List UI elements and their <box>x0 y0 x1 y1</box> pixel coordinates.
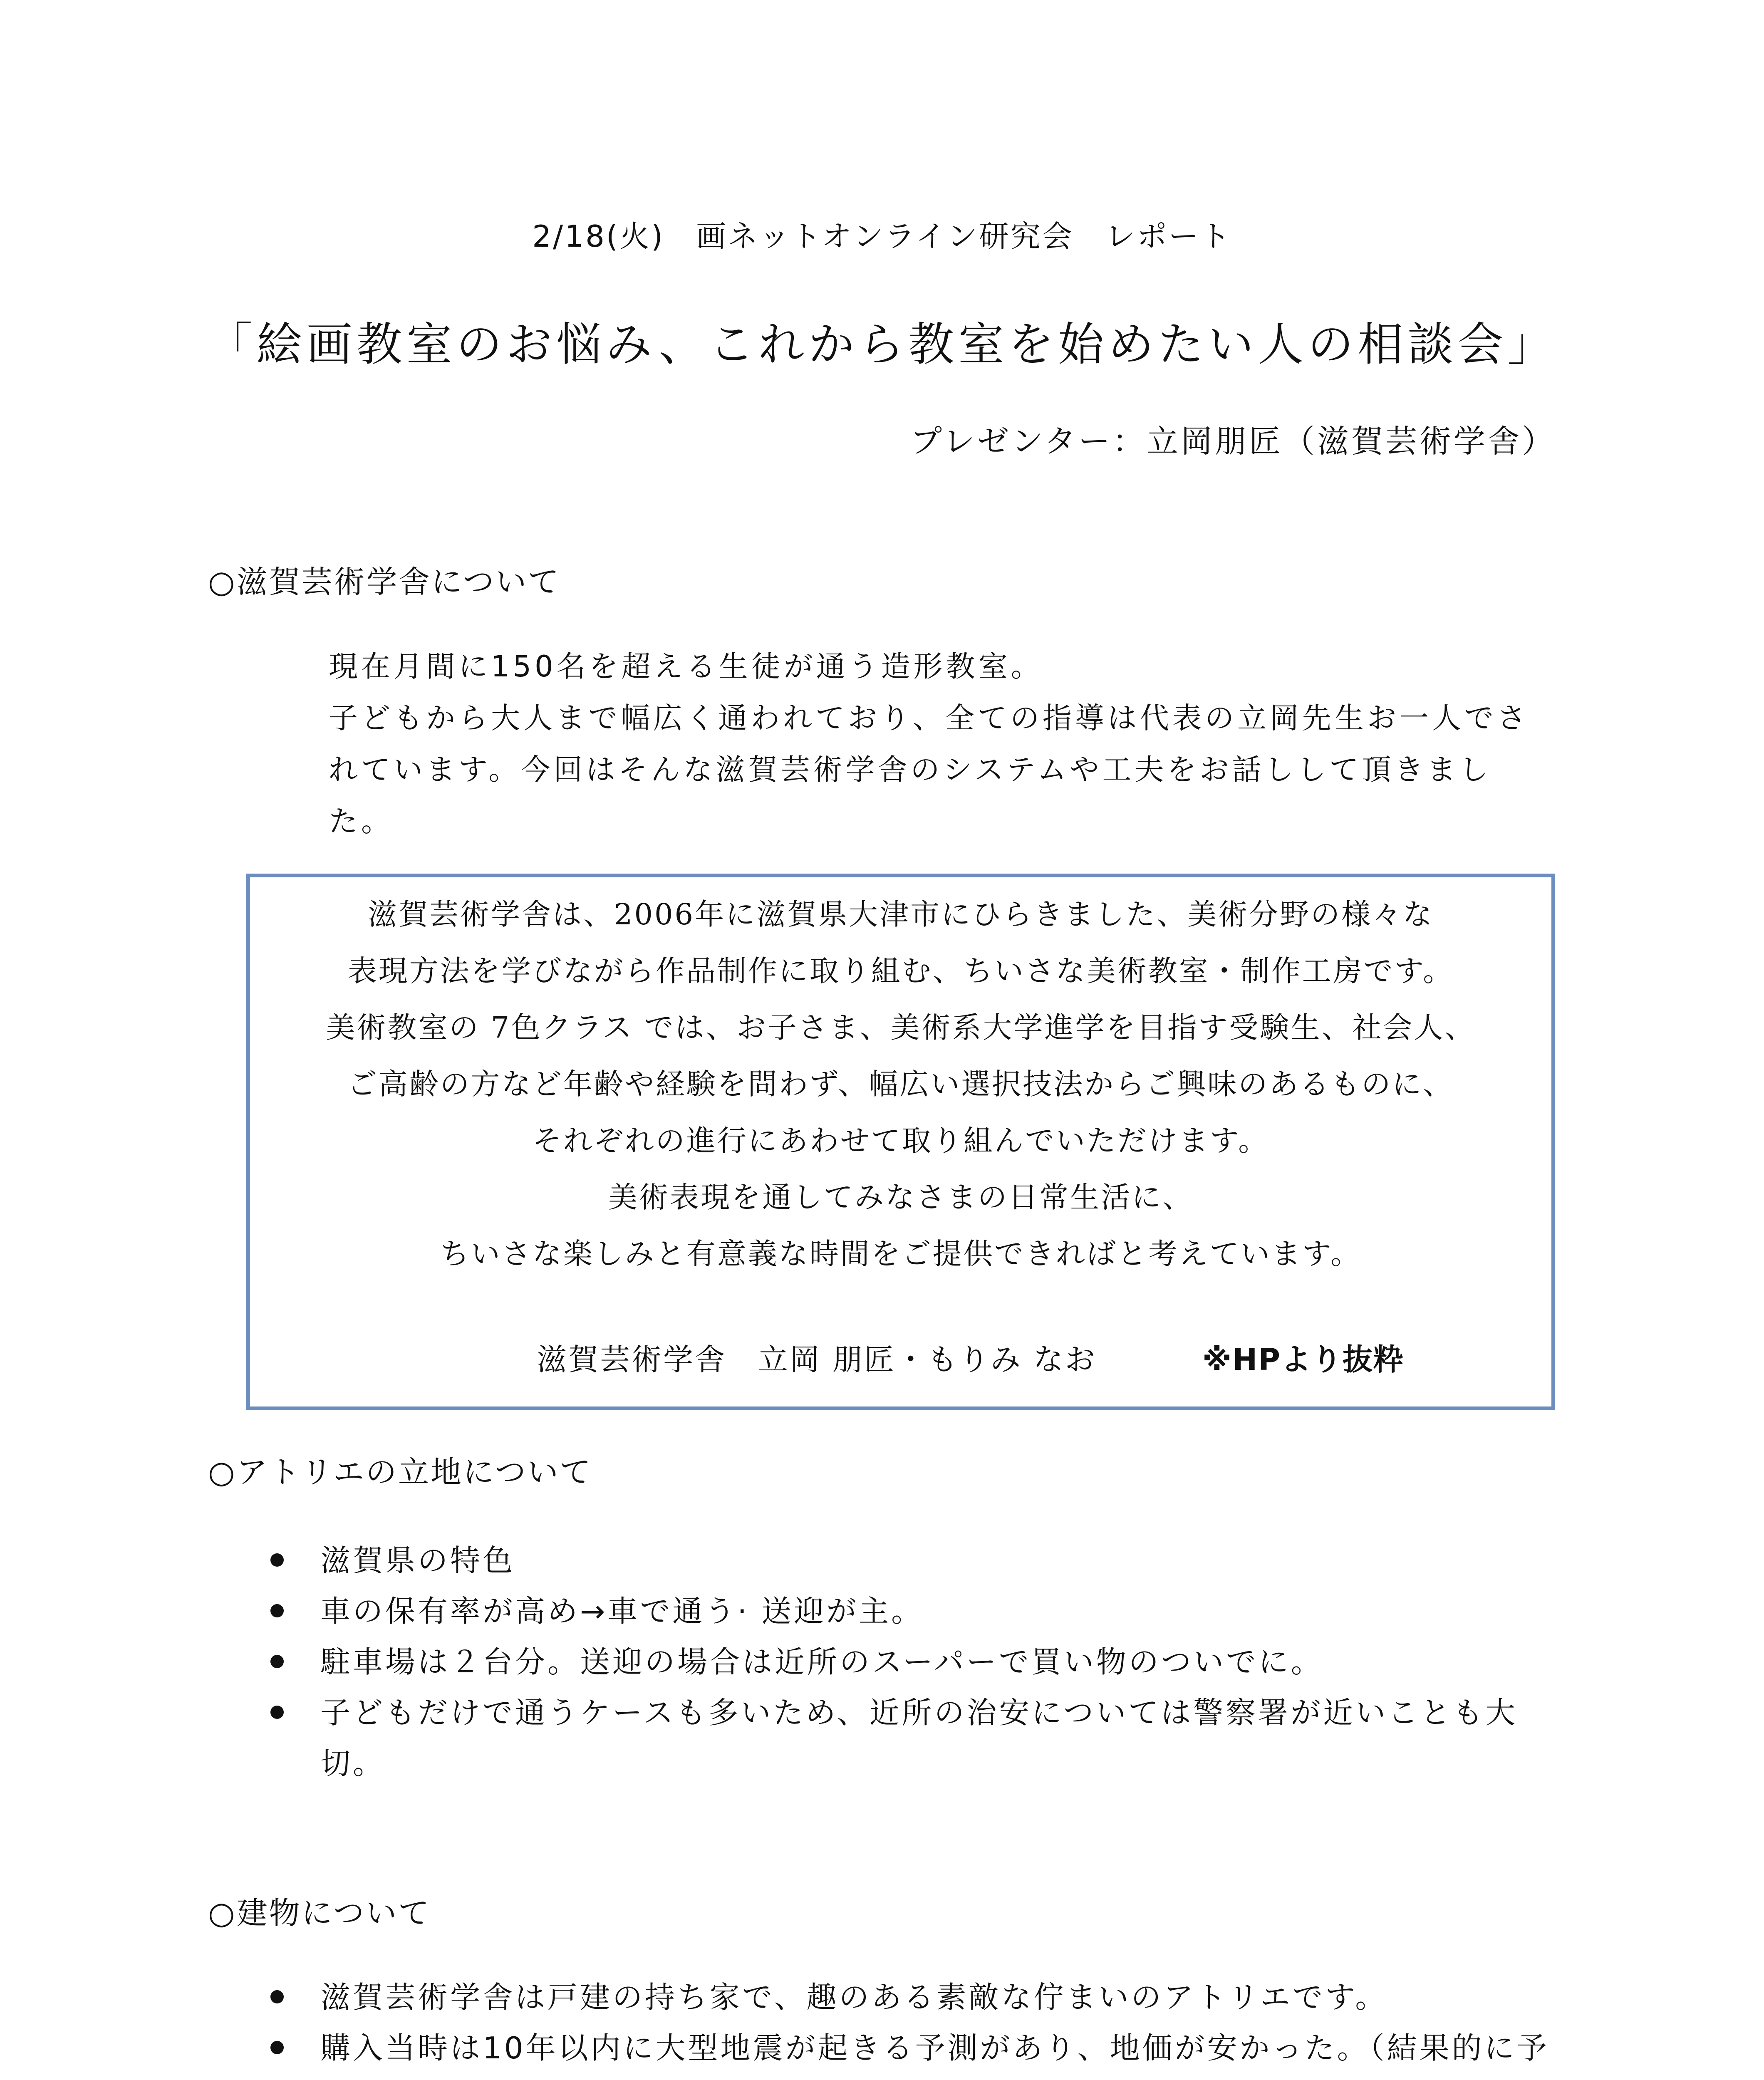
quote-line: ご高齢の方など年齢や経験を問わず、幅広い選択技法からご興味のあるものに、 <box>347 1067 1454 1101</box>
list-item: 購入当時は10年以内に大型地震が起きる予測があり、地価が安かった。（結果的に予 <box>266 2023 1556 2080</box>
quote-text <box>250 886 1552 1282</box>
about-line: れています。今回はそんな滋賀芸術学舎のシステムや工夫をお話しして頂きまし <box>329 753 1492 787</box>
about-paragraph <box>329 641 1556 847</box>
about-line: 現在月間に150名を超える生徒が通う造形教室。 <box>329 649 1043 683</box>
quote-line: 滋賀芸術学舎は、2006年に滋賀県大津市にひらきました、美術分野の様々な <box>367 897 1434 931</box>
about-line: 子どもから大人まで幅広く通われており、全ての指導は代表の立岡先生お一人でさ <box>329 701 1529 735</box>
list-item: 車の保有率が高め→車で通う· 送迎が主。 <box>266 1586 1556 1637</box>
bullet-icon <box>270 1553 284 1567</box>
quote-line: 表現方法を学びながら作品制作に取り組む、ちいさな美術教室・制作工房です。 <box>347 954 1454 988</box>
presenter-line: プレゼンター：立岡朋匠（滋賀芸術学舎） <box>910 423 1556 460</box>
quote-signature: 滋賀芸術学舎 立岡 朋匠・もりみ なお <box>537 1342 1097 1377</box>
bullet-icon <box>270 1604 284 1617</box>
list-item: 子どもだけで通うケースも多いため、近所の治安については警察署が近いことも大切。 <box>266 1687 1556 1789</box>
section-heading-about: ○滋賀芸術学舎について <box>208 564 561 600</box>
quote-line: ちいさな楽しみと有意義な時間をご提供できればと考えています。 <box>440 1237 1362 1271</box>
bullet-icon <box>270 1706 284 1719</box>
quote-line: 美術教室の 7色クラス では、お子さま、美術系大学進学を目指す受験生、社会人、 <box>326 1010 1476 1045</box>
about-line: た。 <box>329 804 394 838</box>
quote-line: 美術表現を通してみなさまの日常生活に、 <box>608 1180 1193 1214</box>
bullet-icon <box>270 2041 284 2054</box>
bullet-icon <box>270 1990 284 2003</box>
section-heading-building: ○建物について <box>208 1895 431 1931</box>
list-item: 滋賀県の特色 <box>266 1535 1556 1586</box>
page-title: 「絵画教室のお悩み、これから教室を始めたい人の相談会」 <box>206 318 1558 371</box>
building-list <box>266 1972 1556 2080</box>
quote-source-note: ※HPより抜粋 <box>1202 1342 1405 1377</box>
event-line: 2/18(火) 画ネットオンライン研究会 レポート <box>532 219 1232 254</box>
section-heading-location: ○アトリエの立地について <box>208 1454 592 1490</box>
location-list <box>266 1535 1556 1789</box>
bullet-icon <box>270 1655 284 1668</box>
quote-line: それぞれの進行にあわせて取り組んでいただけます。 <box>532 1124 1269 1158</box>
list-item: 滋賀芸術学舎は戸建の持ち家で、趣のある素敵な佇まいのアトリエです。 <box>266 1972 1556 2023</box>
list-item: 駐車場は２台分。送迎の場合は近所のスーパーで買い物のついでに。 <box>266 1637 1556 1687</box>
